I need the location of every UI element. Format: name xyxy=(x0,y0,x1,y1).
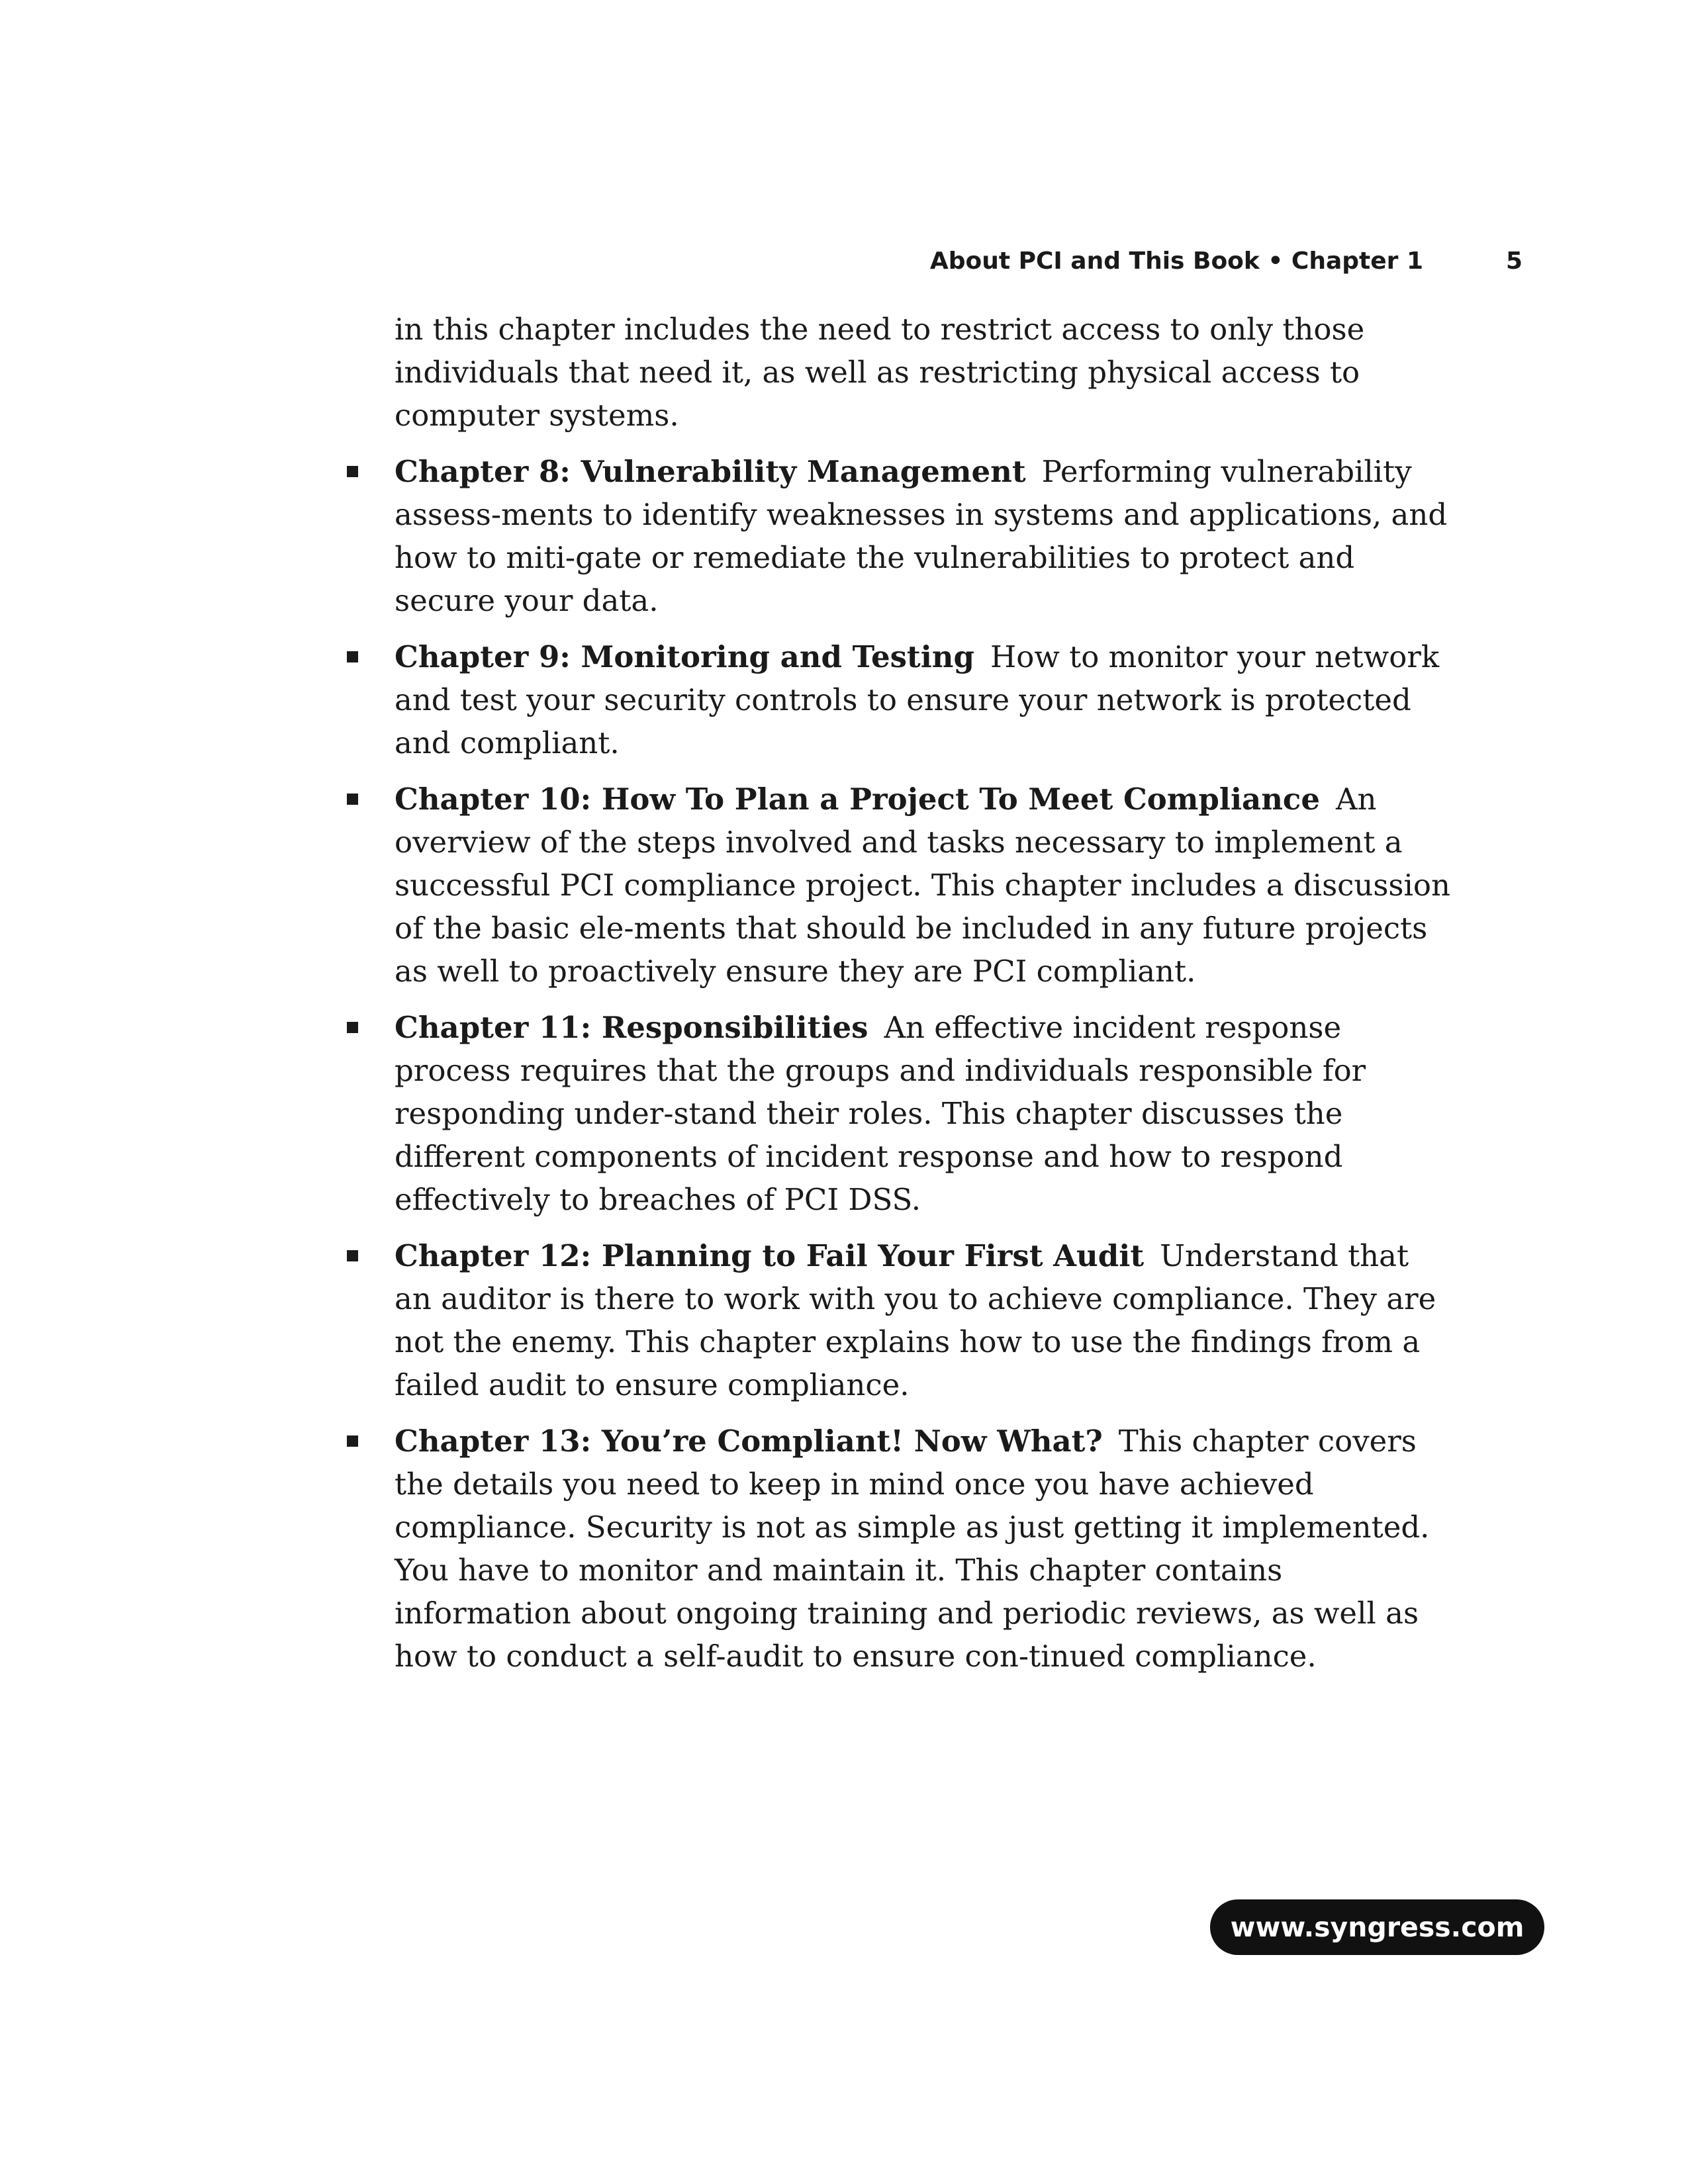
chapter-description: Understand that an auditor is there to work with you to achieve compliance. They are not the enemy. This chapter explains how to use the findings from a failed audit to ensure compliance. xyxy=(395,1238,1436,1402)
intro-paragraph: in this chapter includes the need to restrict access to only those individuals that need it, as well as restricting physical access to computer systems. xyxy=(395,312,1365,433)
chapter-title: Chapter 10: How To Plan a Project To Meet Compliance xyxy=(395,782,1320,817)
chapter-description: Performing vulnerability assess-ments to identify weaknesses in systems and applications, and how to miti-gate or remediate the vulnerabilities to protect and secure your data. xyxy=(395,454,1448,618)
chapter-title: Chapter 9: Monitoring and Testing xyxy=(395,639,974,674)
page-body xyxy=(395,308,1454,1691)
chapter-item-8 xyxy=(395,450,1454,622)
running-head-title: About PCI and This Book • Chapter 1 xyxy=(929,248,1423,275)
bullet-square-icon xyxy=(347,1435,358,1447)
bullet-square-icon xyxy=(347,651,358,662)
chapter-description: An effective incident response process requires that the groups and individuals responsible for responding under-stand their roles. This chapter discusses the different components of incident response and how to respond effectively to breaches of PCI DSS. xyxy=(395,1010,1366,1217)
chapter-item-9 xyxy=(395,635,1454,764)
chapter-description: How to monitor your network and test your security controls to ensure your network is protected and compliant. xyxy=(395,639,1440,760)
chapter-item-10 xyxy=(395,778,1454,993)
bullet-square-icon xyxy=(347,794,358,805)
bullet-square-icon xyxy=(347,1022,358,1033)
chapter-title: Chapter 13: You’re Compliant! Now What? xyxy=(395,1424,1103,1459)
bullet-square-icon xyxy=(347,466,358,477)
chapter-item-13 xyxy=(395,1420,1454,1678)
chapter-title: Chapter 11: Responsibilities xyxy=(395,1010,868,1045)
chapter-item-12 xyxy=(395,1234,1454,1406)
bullet-square-icon xyxy=(347,1250,358,1261)
chapter-item-11 xyxy=(395,1006,1454,1221)
chapter-description: This chapter covers the details you need to keep in mind once you have achieved compliance. Security is not as simple as just getting it implemented. You have to monitor and maintain it. This chapter contains information about ongoing training and periodic reviews, as well as how to conduct a self-audit to ensure con-tinued compliance. xyxy=(395,1424,1430,1674)
chapter-title: Chapter 12: Planning to Fail Your First Audit xyxy=(395,1238,1145,1273)
chapter-title: Chapter 8: Vulnerability Management xyxy=(395,454,1026,489)
page-number: 5 xyxy=(1505,248,1523,275)
running-head xyxy=(861,242,1523,281)
chapter-list xyxy=(395,450,1454,1678)
publisher-url-badge: www.syngress.com xyxy=(1210,1899,1544,1955)
chapter-description: An overview of the steps involved and tasks necessary to implement a successful PCI compliance project. This chapter includes a discussion of the basic ele-ments that should be included in any future projects as well to proactively ensure they are PCI compliant. xyxy=(395,782,1450,989)
